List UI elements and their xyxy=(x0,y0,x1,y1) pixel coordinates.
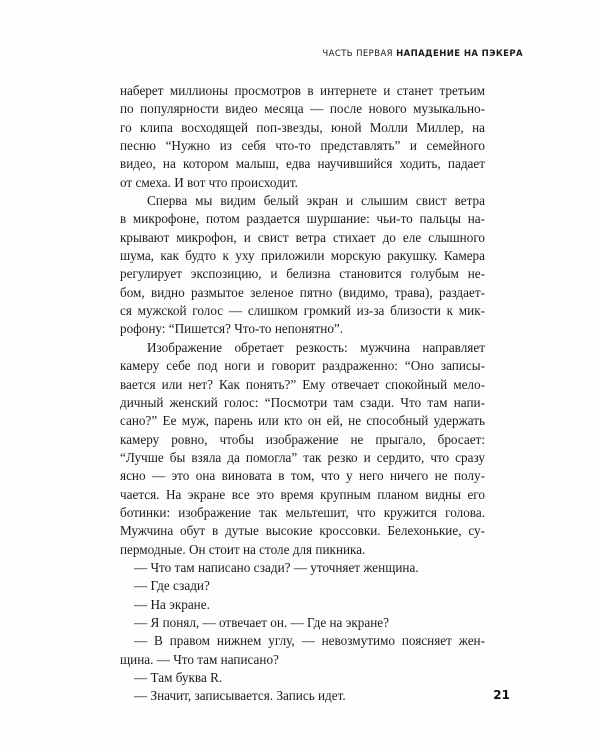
text-line: чается. На экране все это время крупным планом видны его xyxy=(120,486,485,502)
text-line: крывают микрофон, и свист ветра стихает до еле слышного xyxy=(120,229,485,245)
text-line: — В правом нижнем углу, — невозмутимо поясняет жен- xyxy=(134,633,485,649)
text-line: видео, на котором малыш, едва научившийся ходить, падает xyxy=(120,156,485,172)
text-line: сано?” Ее муж, парень или кто он ей, не способный удержать xyxy=(120,413,485,429)
text-line: вается или нет? Как понять?” Ему отвечает спокойный мело- xyxy=(120,376,485,392)
text-line: в микрофоне, потом раздается шуршание: чьи-то пальцы на- xyxy=(120,211,485,227)
text-line: Мужчина обут в дутые высокие кроссовки. Белехонькие, су- xyxy=(120,523,485,539)
text-line: песню “Нужно из себя что-то представлять” и семейного xyxy=(120,138,485,154)
text-line: — Значит, записывается. Запись идет. xyxy=(134,688,346,704)
text-line: рофону: “Пишется? Что-то непонятно”. xyxy=(120,321,344,337)
text-line: — Что там написано сзади? — уточняет женщина. xyxy=(134,559,419,575)
text-line: дичный женский голос: “Посмотри там сзади. Что там напи- xyxy=(120,394,485,410)
text-line: щина. — Что там написано? xyxy=(120,651,279,667)
running-header-title: НАПАДЕНИЕ НА ПЭКЕРА xyxy=(396,49,523,59)
text-line: по популярности видео месяца — после нового музыкально- xyxy=(120,101,485,117)
text-line: ся мужской голос — слишком громкий из-за близости к мик- xyxy=(120,303,485,319)
text-line: шума, как будто к уху приложили морскую ракушку. Камера xyxy=(120,248,485,264)
text-line: — Я понял, — отвечает он. — Где на экране? xyxy=(134,614,389,630)
text-line: — На экране. xyxy=(134,596,210,612)
text-line: от смеха. И вот что происходит. xyxy=(120,174,298,190)
text-line: камеру ровно, чтобы изображение не прыгало, бросает: xyxy=(120,431,485,447)
text-line: “Лучше бы взяла да помогла” так резко и сердито, что сразу xyxy=(120,449,485,465)
text-line: камеру себе под ноги и говорит раздраженно: “Оно записы- xyxy=(120,358,485,374)
text-line: Изображение обретает резкость: мужчина направляет xyxy=(147,339,485,355)
text-line: пермодные. Он стоит на столе для пикника. xyxy=(120,541,366,557)
body-text xyxy=(120,82,485,706)
text-line: Сперва мы видим белый экран и слышим свист ветра xyxy=(147,193,485,209)
text-line: — Где сзади? xyxy=(134,578,210,594)
text-line: го клипа восходящей поп-звезды, юной Молли Миллер, на xyxy=(120,119,485,135)
text-line: наберет миллионы просмотров в интернете и станет третьим xyxy=(120,83,485,98)
running-header xyxy=(322,49,523,59)
text-line: ботинки: изображение так мельтешит, что кружится голова. xyxy=(120,504,485,520)
text-line: ясно — это она виновата в том, что у него ничего не полу- xyxy=(120,468,485,484)
running-header-part: ЧАСТЬ ПЕРВАЯ xyxy=(322,49,393,59)
text-line: бом, видно размытое зеленое пятно (видимо, трава), раздает- xyxy=(120,284,485,300)
text-line: регулирует экспозицию, и белизна становится голубым не- xyxy=(120,266,485,282)
page-number: 21 xyxy=(493,688,510,702)
text-line: — Там буква R. xyxy=(134,670,223,685)
